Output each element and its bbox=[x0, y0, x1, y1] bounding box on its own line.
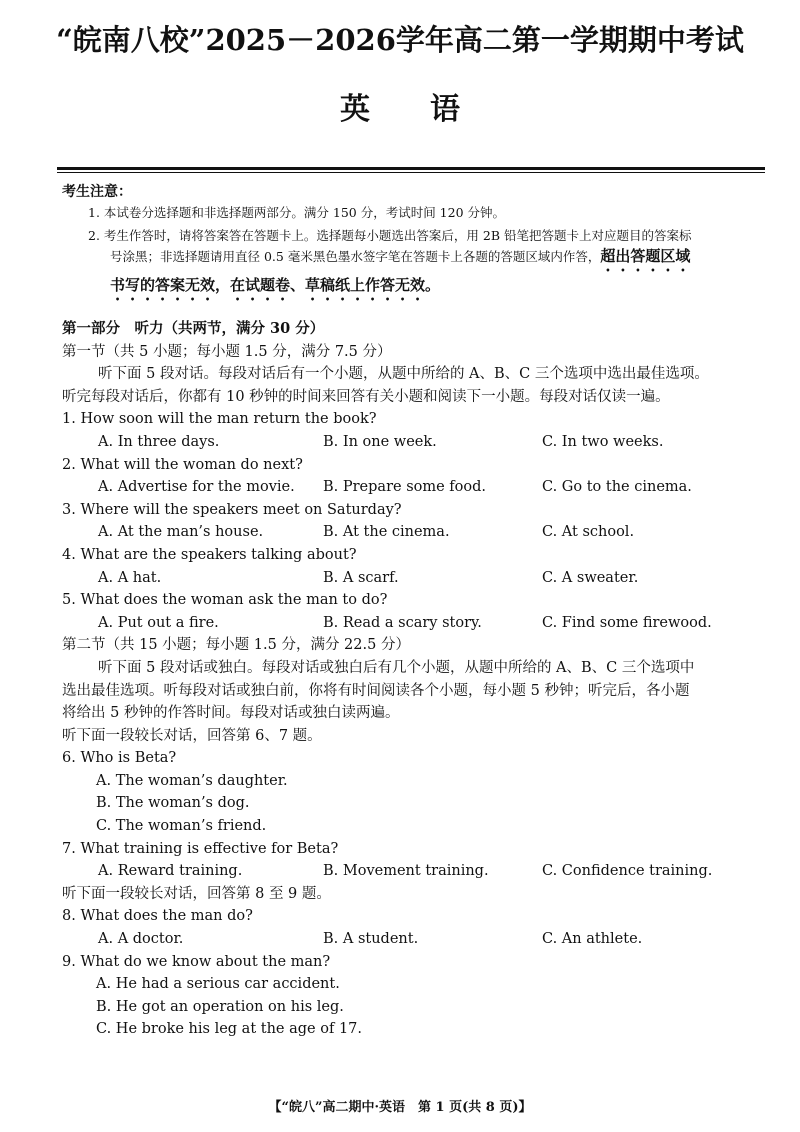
section2-instruction-line2: 选出最佳选项。听每段对话或独白前，你将有时间阅读各个小题，每小题 5 秒钟；听完后，各小题 bbox=[62, 682, 690, 699]
section2-instruction-line3: 将给出 5 秒钟的作答时间。每段对话或独白读两遍。 bbox=[62, 705, 400, 722]
question-6-option-a: A. The woman’s daughter. bbox=[96, 772, 288, 789]
question-2: 2. What will the woman do next? bbox=[62, 456, 303, 473]
question-7: 7. What training is effective for Beta? bbox=[62, 840, 339, 857]
option-a: A. In three days. bbox=[98, 433, 220, 450]
question-8: 8. What does the man do? bbox=[62, 908, 253, 925]
group-1-instruction: 听下面一段较长对话，回答第 6、7 题。 bbox=[62, 727, 322, 744]
option-a: A. Advertise for the movie. bbox=[98, 479, 295, 496]
option-b: B. Read a scary story. bbox=[323, 614, 482, 631]
question-1: 1. How soon will the man return the book? bbox=[62, 411, 377, 428]
option-a: A. Put out a fire. bbox=[98, 614, 219, 631]
question-6: 6. Who is Beta? bbox=[62, 750, 177, 767]
question-1-options bbox=[62, 431, 782, 454]
section1-instruction-line1: 听下面 5 段对话。每段对话后有一个小题，从题中所给的 A、B、C 三个选项中选出最佳选项。 bbox=[98, 366, 709, 383]
notice-item-2-line3 bbox=[88, 275, 768, 304]
part1-title: 第一部分 听力（共两节，满分 30 分） bbox=[62, 320, 325, 337]
option-c: C. Find some firewood. bbox=[542, 614, 712, 631]
page-footer: 【“皖八”高二期中·英语 第 1 页(共 8 页)】 bbox=[268, 1100, 532, 1115]
question-6-option-c: C. The woman’s friend. bbox=[96, 818, 267, 835]
notice-item-2-line2-plain: 号涂黑；非选择题请用直径 0.5 毫米黑色墨水签字笔在答题卡上各题的答题区域内作答， bbox=[110, 249, 601, 264]
notice-emphasis-1: 超出答题区域 bbox=[600, 247, 691, 265]
option-b: B. A student. bbox=[323, 931, 419, 948]
question-4-options bbox=[62, 567, 782, 590]
group-2-instruction: 听下面一段较长对话，回答第 8 至 9 题。 bbox=[62, 885, 331, 902]
notice-item-2-line2 bbox=[88, 246, 768, 275]
option-c: C. Go to the cinema. bbox=[542, 479, 692, 496]
question-3-options bbox=[62, 521, 782, 544]
option-b: B. In one week. bbox=[323, 433, 437, 450]
option-c: C. A sweater. bbox=[542, 569, 639, 586]
section2-instruction-line1: 听下面 5 段对话或独白。每段对话或独白后有几个小题，从题中所给的 A、B、C 三个选项中 bbox=[98, 659, 695, 676]
option-a: A. A hat. bbox=[98, 569, 162, 586]
option-b: B. Prepare some food. bbox=[323, 479, 487, 496]
option-b: B. A scarf. bbox=[323, 569, 399, 586]
notice-title: 考生注意： bbox=[62, 184, 132, 200]
option-b: B. Movement training. bbox=[323, 863, 489, 880]
question-2-options bbox=[62, 476, 782, 499]
question-9-option-a: A. He had a serious car accident. bbox=[96, 976, 340, 993]
notice-item-2 bbox=[88, 226, 768, 304]
question-4: 4. What are the speakers talking about? bbox=[62, 546, 357, 563]
option-a: A. Reward training. bbox=[98, 863, 243, 880]
question-6-option-b: B. The woman’s dog. bbox=[96, 795, 250, 812]
subject-title: 英语 bbox=[340, 92, 520, 127]
exam-title: “皖南八校”2025－2026学年高二第一学期期中考试 bbox=[56, 23, 744, 57]
section2-title: 第二节（共 15 小题；每小题 1.5 分，满分 22.5 分） bbox=[62, 637, 410, 654]
notice-item-2-line1: 2. 考生作答时，请将答案答在答题卡上。选择题每小题选出答案后，用 2B 铅笔把答题卡上对应题目的答案标 bbox=[88, 228, 692, 243]
question-9-option-b: B. He got an operation on his leg. bbox=[96, 998, 344, 1015]
header-rule-thin bbox=[57, 172, 765, 173]
option-c: C. In two weeks. bbox=[542, 433, 664, 450]
section1-instruction-line2: 听完每段对话后，你都有 10 秒钟的时间来回答有关小题和阅读下一小题。每段对话仅读一遍。 bbox=[62, 388, 670, 405]
question-9-option-c: C. He broke his leg at the age of 17. bbox=[96, 1021, 363, 1038]
exam-content bbox=[62, 318, 782, 1041]
question-7-options bbox=[62, 860, 782, 883]
option-b: B. At the cinema. bbox=[323, 524, 450, 541]
question-5-options bbox=[62, 612, 782, 635]
option-a: A. At the man’s house. bbox=[98, 524, 264, 541]
section1-title: 第一节（共 5 小题；每小题 1.5 分，满分 7.5 分） bbox=[62, 343, 392, 360]
question-3: 3. Where will the speakers meet on Saturday? bbox=[62, 501, 402, 518]
option-c: C. At school. bbox=[542, 524, 635, 541]
option-a: A. A doctor. bbox=[98, 931, 184, 948]
notice-emphasis-2: 书写的答案无效，在试题卷、草稿纸上作答无效。 bbox=[110, 276, 441, 294]
question-5: 5. What does the woman ask the man to do? bbox=[62, 592, 388, 609]
header-rule-thick bbox=[57, 167, 765, 170]
question-9: 9. What do we know about the man? bbox=[62, 953, 331, 970]
notice-item-1: 1. 本试卷分选择题和非选择题两部分。满分 150 分，考试时间 120 分钟。 bbox=[88, 205, 506, 220]
question-8-options bbox=[62, 928, 782, 951]
option-c: C. An athlete. bbox=[542, 931, 643, 948]
option-c: C. Confidence training. bbox=[542, 863, 713, 880]
